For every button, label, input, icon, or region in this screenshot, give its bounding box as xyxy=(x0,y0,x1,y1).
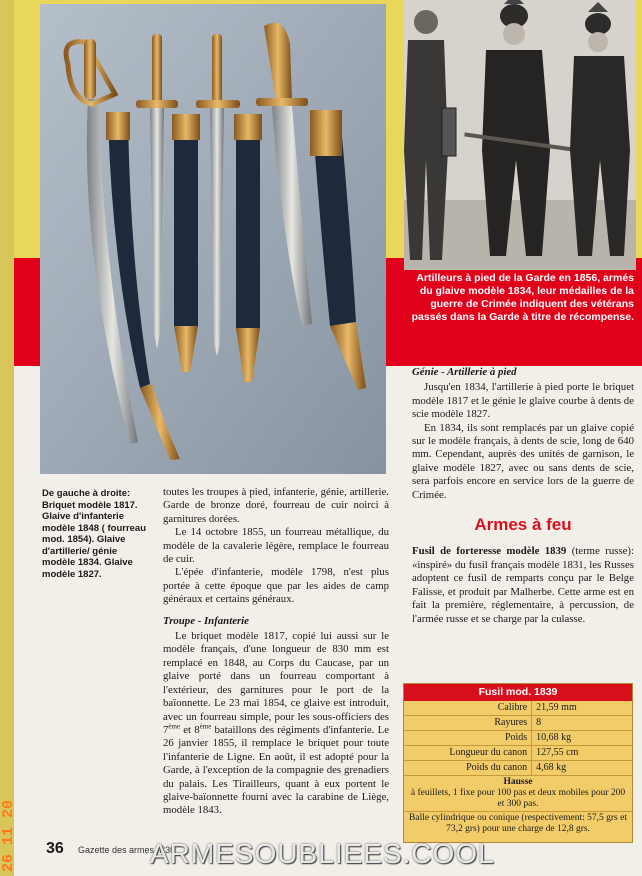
soldiers-illustration xyxy=(404,0,636,270)
table-row xyxy=(404,701,632,716)
spec-label: Rayures xyxy=(404,716,532,731)
mid-p4-sup-2: ème xyxy=(199,722,212,731)
swords-caption: De gauche à droite: Briquet modèle 1817. Glaive d'infanterie modèle 1848 ( fourreau mod. 1854). Glaive d'artillerie/ génie modèle 1834. Glaive modèle 1827. xyxy=(42,488,147,580)
heading-troupe-infanterie: Troupe - Infanterie xyxy=(163,614,249,627)
mid-p4-part-c: bataillons des régiments d'infanterie. Le 26 janvier 1855, il remplace le briquet pour toute l'infanterie de Ligne. En août, il est adopté pour la Garde, à l'exception de la compagnie des grenadiers du palais. Les Tirailleurs, quant à eux portent le glaive-baïonnette fourni avec la carabine de Liège, modèle 1843. xyxy=(163,723,389,817)
spec-table-title: Fusil mod. 1839 xyxy=(404,684,632,701)
mid-p4-part-b: et 8 xyxy=(180,723,200,736)
mid-paragraph-2: Le 14 octobre 1855, un fourreau métallique, du modèle de la cavalerie légère, remplace le fourreau de cuir. xyxy=(163,526,389,566)
spec-value: 8 xyxy=(532,716,632,731)
mid-p4-part-a: Le briquet modèle 1817, copié lui aussi sur le modèle français, d'une longueur de 830 mm est remplacé en 1848, au Corps du Caucase, par un glaive porté dans un fourreau comportant à l'extérieur, des garnitures pour le port de la baïonnette. Le 23 mai 1854, ce glaive est introduit, avec un fourreau simple, pour les sous-officiers des 7 xyxy=(163,630,389,736)
swords-photo xyxy=(40,4,386,474)
heading-genie-artillerie: Génie - Artillerie à pied xyxy=(412,366,517,378)
mid-paragraph-4 xyxy=(163,630,389,818)
table-row xyxy=(404,746,632,761)
right-paragraph-2: En 1834, ils sont remplacés par un glaive copié sur le modèle français, à dents de scie, long de 640 mm. Cependant, auprès des unités de garnison, le glaive modèle 1827, avec ou sans dents de scie, sera parfois encore en service lors de la guerre de Crimée. xyxy=(412,421,634,501)
date-stamp: 26 11 20 xyxy=(0,799,17,872)
table-row xyxy=(404,716,632,731)
soldiers-photo xyxy=(404,0,636,270)
mid-paragraph-1: toutes les troupes à pied, infanterie, génie, artillerie. Garde de bronze doré, fourreau de cuir noirci à garnitures dorées. xyxy=(163,486,389,525)
publication-name: Gazette des armes n°30 xyxy=(78,845,176,855)
soldiers-photo-caption: Artilleurs à pied de la Garde en 1856, armés du glaive modèle 1834, leur médailles de la guerre de Crimée indiquent des vétérans passés dans la Garde à titre de récompense. xyxy=(411,272,634,323)
page-number: 36 xyxy=(46,840,64,857)
heading-armes-a-feu: Armes à feu xyxy=(474,515,572,535)
balle-cell: Balle cylindrique ou conique (respectivement: 57,5 grs et 73,2 grs) pour une charge de 12,8 grs. xyxy=(409,813,627,834)
right-paragraph-1: Jusqu'en 1834, l'artillerie à pied porte le briquet modèle 1817 et le génie le glaive courbe à dents de scie modèle 1827. xyxy=(412,381,634,421)
fusil-spec-box xyxy=(403,683,633,843)
watermark: ARMESOUBLIEES.COOL xyxy=(150,838,495,869)
fusil-paragraph xyxy=(412,545,634,625)
middle-text-column xyxy=(163,486,389,818)
fusil-text: (terme russe): «inspiré» du fusil français modèle 1831, les Russes adoptent ce fusil de remparts conçu par le Belge Falisse, et produit par Malherbe. Cette arme est en fait la première, réglementaire, à percussion, de l'armée russe et se charge par la culasse. xyxy=(412,545,635,625)
table-row xyxy=(404,761,632,776)
spec-label: Longueur du canon xyxy=(404,746,532,761)
spec-value: 127,55 cm xyxy=(532,746,632,761)
swords-illustration xyxy=(40,4,386,474)
spec-table xyxy=(404,701,632,776)
fusil-title: Fusil de forteresse modèle 1839 xyxy=(412,545,567,558)
hausse-text: à feuillets, 1 fixe pour 100 pas et deux mobiles pour 200 et 300 pas. xyxy=(410,788,626,809)
spec-label: Poids du canon xyxy=(404,761,532,776)
right-text-column xyxy=(412,366,634,626)
mid-paragraph-3: L'épée d'infanterie, modèle 1798, n'est plus portée à cette époque que par les aides de camp généraux et certains généraux. xyxy=(163,566,389,606)
table-row xyxy=(404,731,632,746)
hausse-title: Hausse xyxy=(503,777,533,787)
hausse-cell xyxy=(404,776,632,812)
mid-p4-sup-1: ème xyxy=(168,722,181,731)
spec-value: 21,59 mm xyxy=(532,701,632,716)
spec-value: 4,68 kg xyxy=(532,761,632,776)
spec-label: Poids xyxy=(404,731,532,746)
spec-label: Calibre xyxy=(404,701,532,716)
spec-value: 10,68 kg xyxy=(532,731,632,746)
